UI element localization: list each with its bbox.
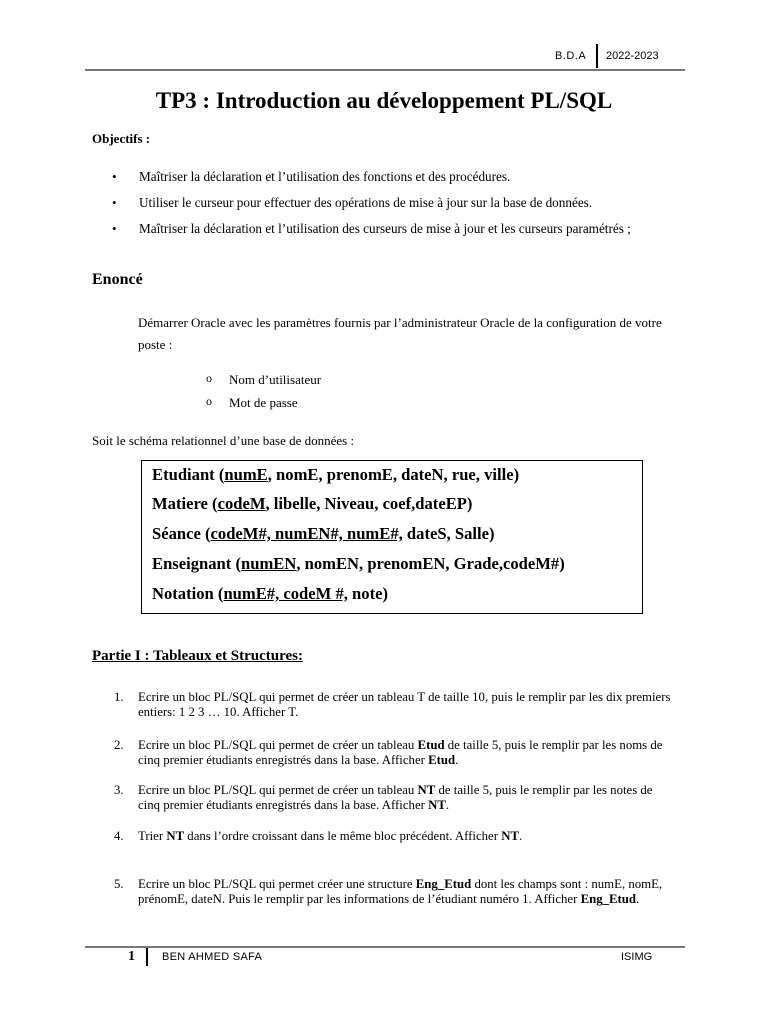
- schema-intro: Soit le schéma relationnel d’une base de données :: [92, 433, 355, 448]
- footer-institution: ISIMG: [621, 951, 653, 963]
- objectif-item: • Utiliser le curseur pour effectuer des opérations de mise à jour sur la base de données.: [112, 190, 682, 216]
- objectif-item: • Maîtriser la déclaration et l’utilisation des curseurs de mise à jour et les curseurs paramétrés ;: [112, 216, 682, 242]
- relation-notation: Notation (numE#, codeM #, note): [152, 584, 388, 603]
- objectif-item: • Maîtriser la déclaration et l’utilisation des fonctions et des procédures.: [112, 164, 682, 190]
- partie-heading: Partie I : Tableaux et Structures:: [92, 648, 303, 664]
- page-number: 1: [128, 949, 135, 964]
- relation-seance: Séance (codeM#, numEN#, numE#, dateS, Salle): [152, 524, 495, 543]
- enonce-text: Démarrer Oracle avec les paramètres fournis par l’administrateur Oracle de la configuration de votre poste :: [138, 315, 662, 352]
- enonce-heading: Enoncé: [92, 271, 143, 288]
- question-2: 2. Ecrire un bloc PL/SQL qui permet de créer un tableau Etud de taille 5, puis le remplir par les noms de cinq premier étudiants enregistrés dans la base. Afficher Etud.: [114, 738, 663, 767]
- relation-matiere: Matiere (codeM, libelle, Niveau, coef,dateEP): [152, 494, 473, 513]
- objectifs-heading: Objectifs :: [92, 131, 151, 146]
- credential-item: o Mot de passe: [206, 391, 321, 414]
- header-rule: [85, 69, 685, 71]
- footer-author: BEN AHMED SAFA: [162, 951, 263, 963]
- header-course: B.D.A: [555, 50, 587, 62]
- relational-schema-box: [141, 460, 643, 614]
- question-1: 1. Ecrire un bloc PL/SQL qui permet de créer un tableau T de taille 10, puis le remplir par les dix premiers entiers: 1 2 3 … 10. Afficher T.: [114, 690, 671, 719]
- relation-enseignant: Enseignant (numEN, nomEN, prenomEN, Grade,codeM#): [152, 554, 565, 573]
- objectifs-list: [112, 164, 682, 242]
- question-5: 5. Ecrire un bloc PL/SQL qui permet créer une structure Eng_Etud dont les champs sont : numE, nomE, prénomE, dateN. Puis le remplir par les informations de l’étudiant numéro 1. Afficher Eng_Etud.: [114, 877, 663, 906]
- relation-etudiant: Etudiant (numE, nomE, prenomE, dateN, rue, ville): [152, 465, 520, 484]
- question-3: 3. Ecrire un bloc PL/SQL qui permet de créer un tableau NT de taille 5, puis le remplir par les notes de cinq premier étudiants enregistrés dans la base. Afficher NT.: [114, 783, 653, 812]
- header-year: 2022-2023: [606, 50, 659, 62]
- footer-separator: [146, 948, 148, 966]
- page-title: TP3 : Introduction au développement PL/SQL: [155, 88, 613, 113]
- credentials-list: [206, 368, 321, 414]
- credential-item: o Nom d’utilisateur: [206, 368, 321, 391]
- question-4: 4. Trier NT dans l’ordre croissant dans le même bloc précédent. Afficher NT.: [114, 829, 523, 843]
- header-separator: [596, 44, 598, 68]
- footer-rule: [85, 946, 685, 948]
